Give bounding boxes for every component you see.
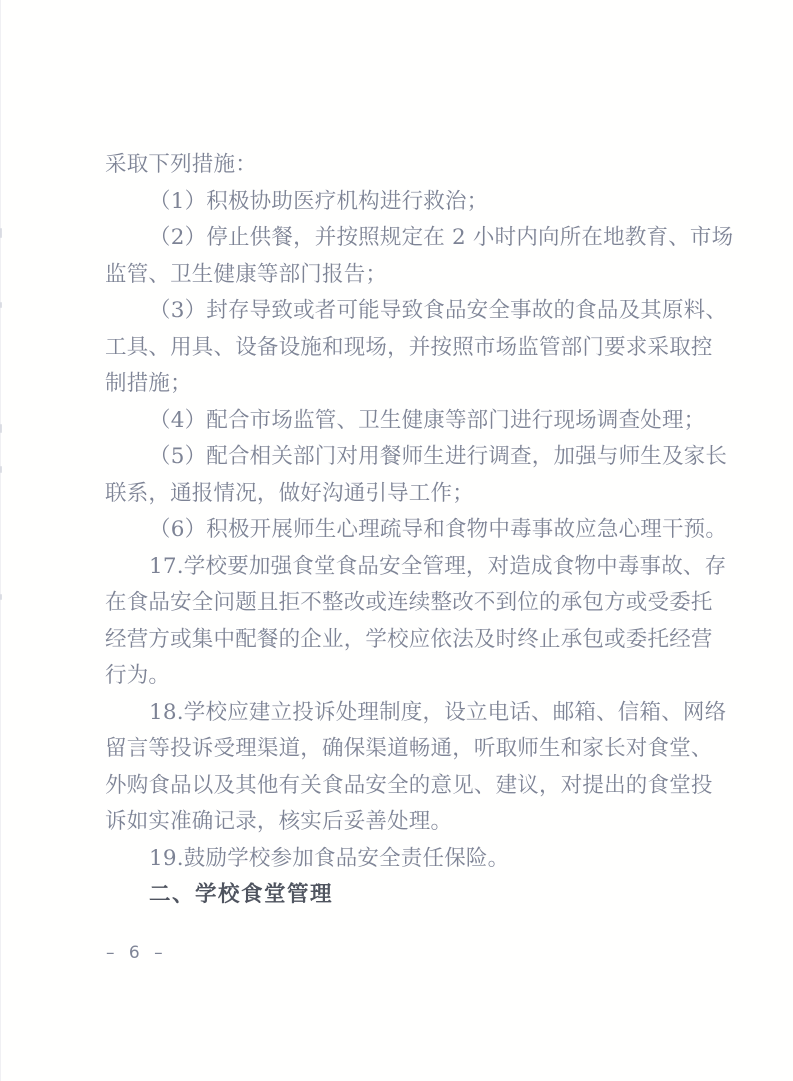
paragraph-line: （3）封存导致或者可能导致食品安全事故的食品及其原料、 [149, 298, 728, 323]
scan-edge-artifact [0, 228, 2, 238]
paragraph-line: 17.学校要加强食堂食品安全管理，对造成食物中毒事故、存 [149, 553, 727, 579]
section-heading-cafeteria-management [105, 877, 723, 914]
paragraph-item-4 [105, 403, 723, 440]
paragraph-line: 采取下列措施： [105, 152, 257, 177]
paragraph-line: （1）积极协助医疗机构进行救治； [149, 188, 489, 214]
scan-edge-artifact [0, 424, 2, 433]
paragraph-line: （4）配合市场监管、卫生健康等部门进行现场调查处理； [149, 407, 706, 433]
scan-edge-line [0, 0, 1, 1081]
paragraph-line: 工具、用具、设备设施和现场，并按照市场监管部门要求采取控 [105, 334, 713, 360]
paragraph-line: 行为。 [105, 663, 171, 688]
paragraph-line: （2）停止供餐，并按照规定在 2 小时内向所在地教育、市场 [149, 225, 734, 250]
page-number: – 6 – [106, 943, 168, 963]
document-body [105, 147, 734, 914]
paragraph-item-3 [105, 293, 728, 403]
paragraph-line: 在食品安全问题且拒不整改或连续整改不到位的承包方或受委托 [105, 590, 713, 615]
paragraph-line: 18.学校应建立投诉处理制度，设立电话、邮箱、信箱、网络 [149, 699, 727, 725]
paragraph-intro-continuation [105, 147, 723, 184]
scan-edge-artifact [0, 594, 2, 600]
scan-edge-artifact [0, 302, 2, 308]
paragraph-article-17 [105, 549, 727, 695]
paragraph-line: 监管、卫生健康等部门报告； [105, 261, 388, 287]
paragraph-line: 联系，通报情况，做好沟通引导工作； [105, 480, 474, 506]
paragraph-line: 诉如实准确记录，核实后妥善处理。 [105, 809, 453, 834]
paragraph-item-2 [105, 220, 734, 293]
paragraph-item-1 [105, 184, 723, 221]
paragraph-line: 19.鼓励学校参加食品安全责任保险。 [149, 845, 510, 871]
paragraph-item-5 [105, 439, 728, 512]
paragraph-line: 二、学校食堂管理 [149, 882, 334, 907]
paragraph-line: 经营方或集中配餐的企业，学校应依法及时终止承包或委托经营 [105, 626, 713, 652]
paragraph-item-6 [105, 512, 728, 549]
paragraph-line: （5）配合相关部门对用餐师生进行调查，加强与师生及家长 [149, 444, 728, 469]
paragraph-article-18 [105, 695, 727, 841]
paragraph-line: 制措施； [105, 371, 192, 396]
scan-edge-artifact [0, 466, 2, 473]
paragraph-article-19 [105, 841, 723, 878]
paragraph-line: 留言等投诉受理渠道，确保渠道畅通，听取师生和家长对食堂、 [105, 736, 713, 761]
paragraph-line: 外购食品以及其他有关食品安全的意见、建议，对提出的食堂投 [105, 772, 713, 798]
paragraph-line: （6）积极开展师生心理疏导和食物中毒事故应急心理干预。 [149, 517, 728, 542]
